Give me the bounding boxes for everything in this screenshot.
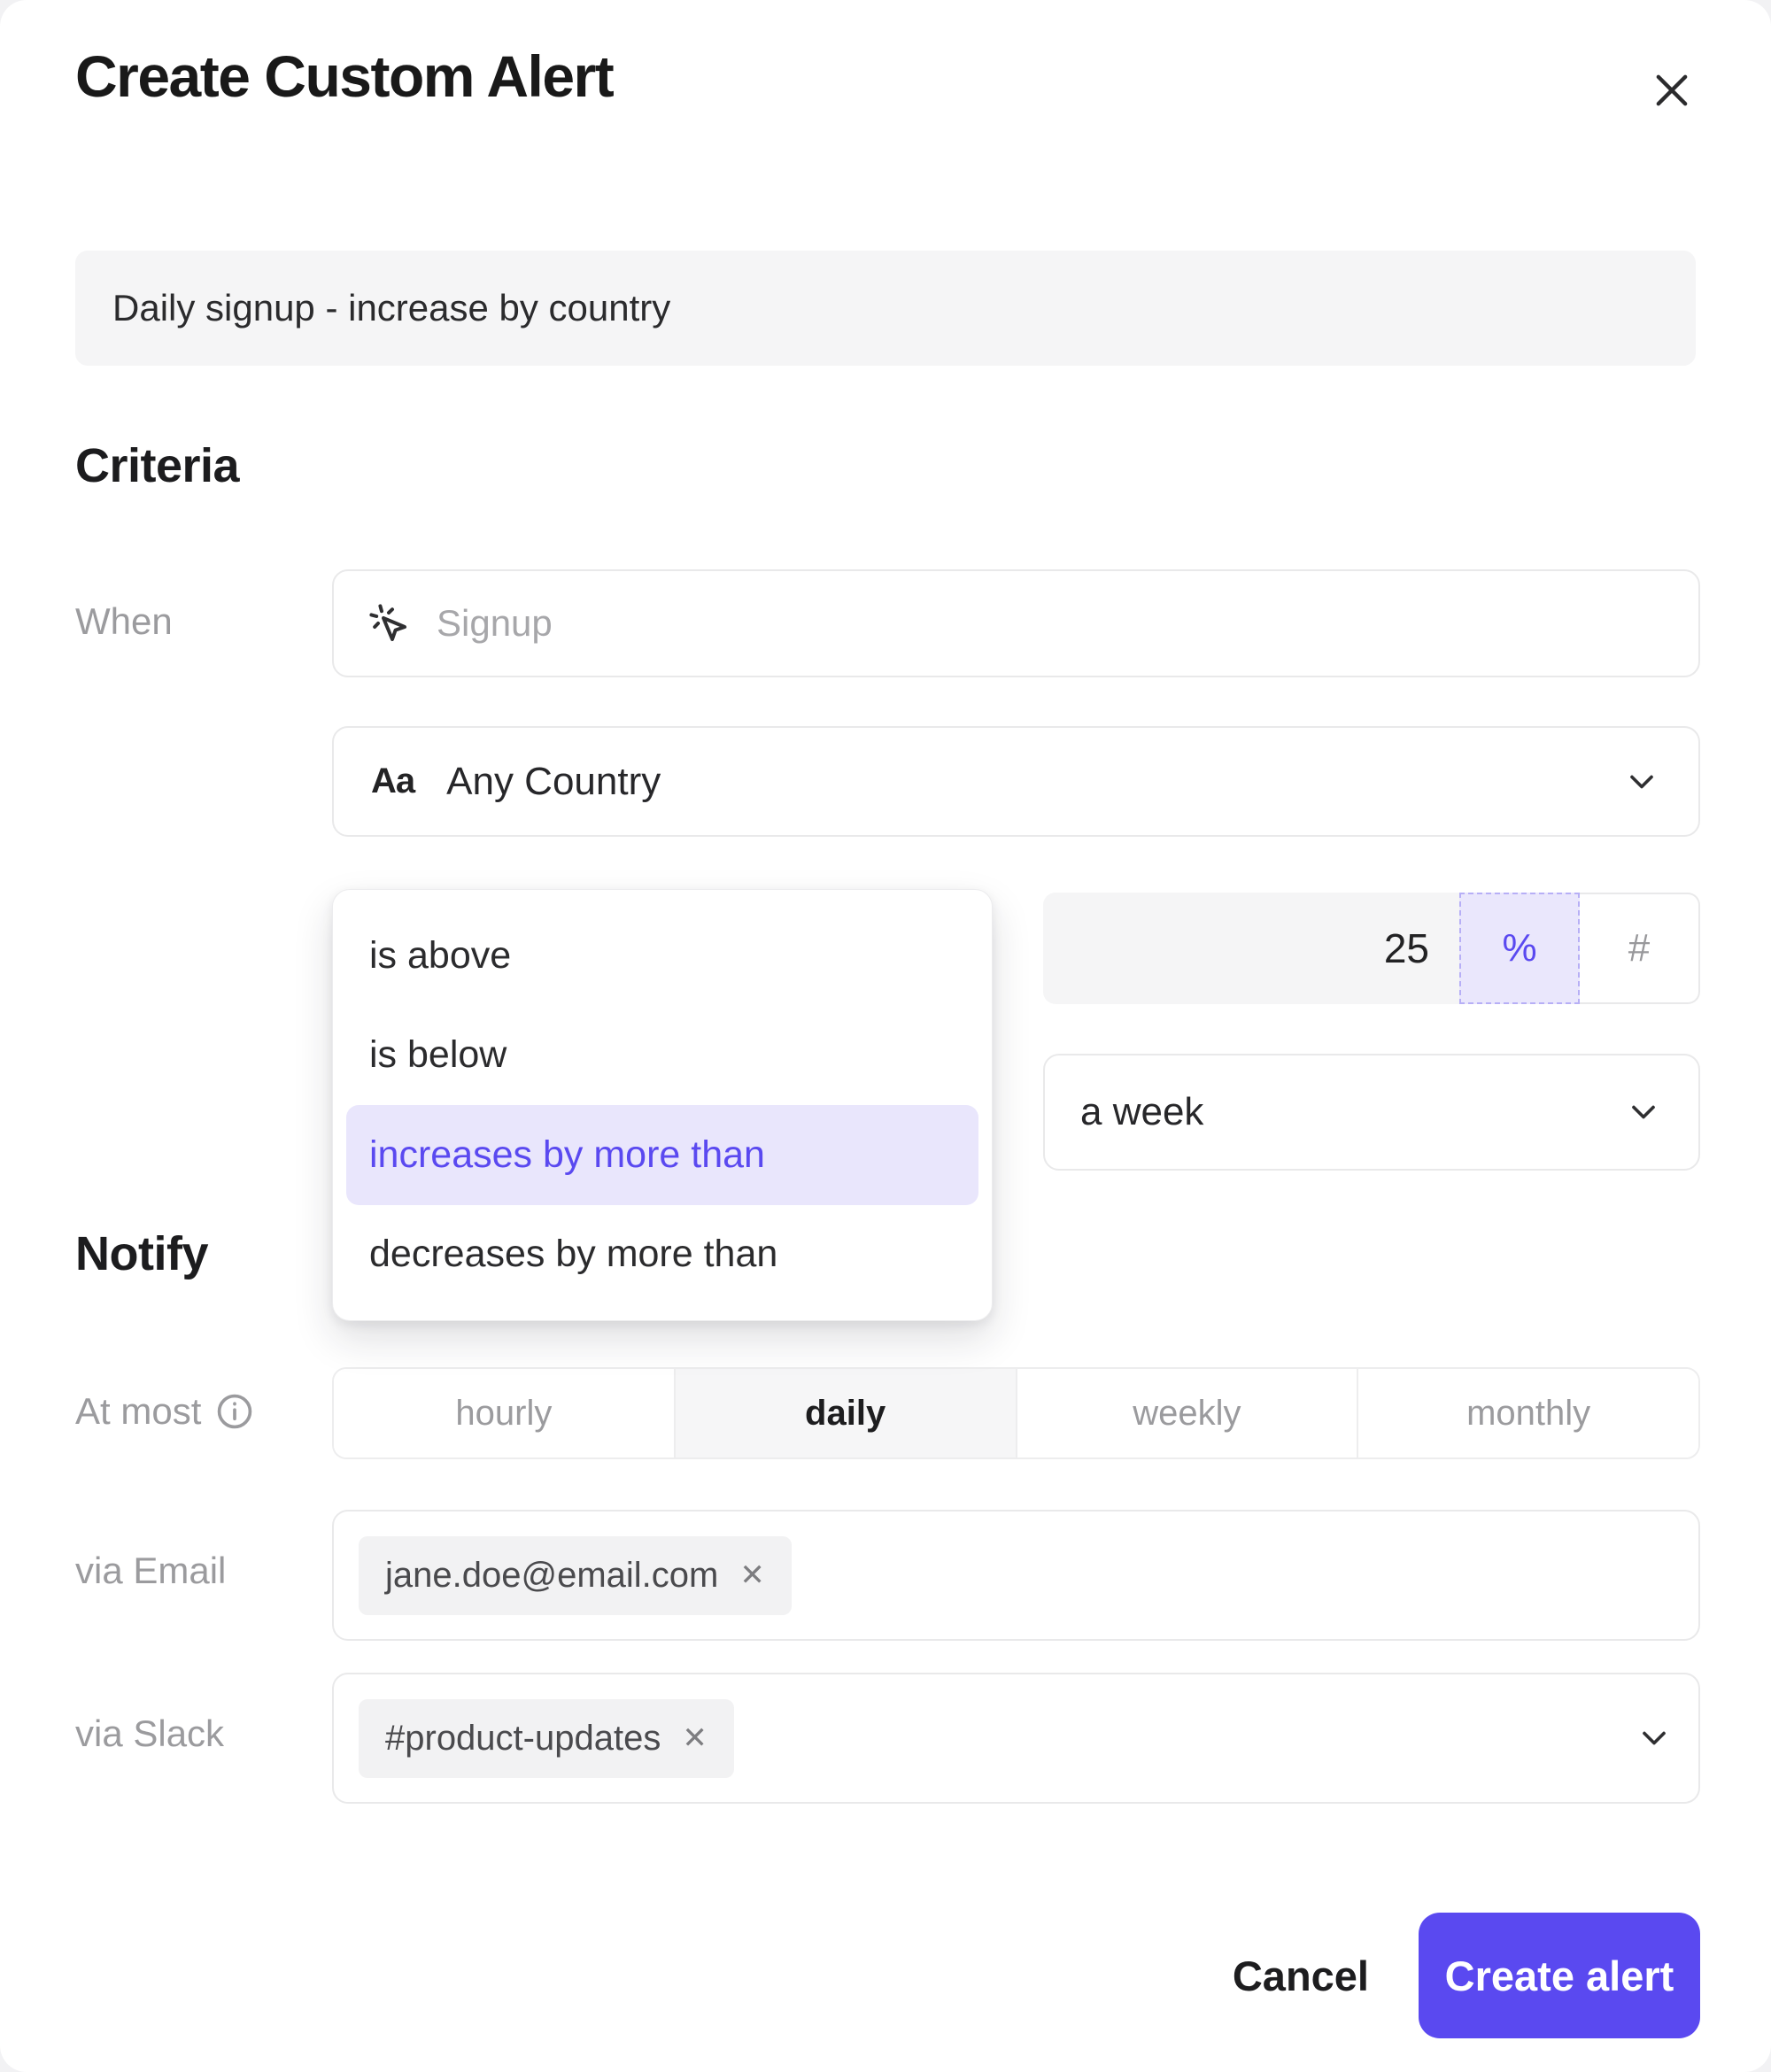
text-property-icon: Aa	[371, 762, 415, 800]
frequency-option-daily[interactable]: daily	[674, 1369, 1016, 1457]
info-icon[interactable]	[215, 1392, 254, 1431]
chevron-down-icon	[1622, 762, 1661, 801]
condition-option-increases-by-more-than[interactable]: increases by more than	[346, 1105, 978, 1205]
breakdown-select[interactable]	[332, 726, 1700, 837]
period-select[interactable]	[1043, 1054, 1700, 1171]
slack-chip	[359, 1699, 734, 1778]
at-most-label	[75, 1390, 254, 1433]
page-title: Create Custom Alert	[75, 43, 614, 109]
footer-actions	[1233, 1913, 1700, 2038]
unit-number-toggle[interactable]: #	[1580, 893, 1700, 1004]
slack-chip-text: #product-updates	[385, 1718, 661, 1758]
cancel-button[interactable]: Cancel	[1232, 1952, 1369, 1999]
condition-option-decreases-by-more-than[interactable]: decreases by more than	[369, 1233, 778, 1276]
email-chip	[359, 1536, 792, 1615]
threshold-control	[1043, 893, 1700, 1004]
at-most-label-text: At most	[75, 1390, 202, 1432]
notify-heading: Notify	[75, 1227, 208, 1280]
frequency-segmented-control	[332, 1367, 1700, 1459]
email-recipients-field[interactable]	[332, 1510, 1700, 1641]
period-value: a week	[1080, 1090, 1204, 1133]
threshold-value-input[interactable]	[1043, 893, 1459, 1004]
alert-name-input[interactable]	[75, 251, 1696, 366]
event-field[interactable]	[332, 569, 1700, 677]
create-alert-button[interactable]: Create alert	[1419, 1913, 1700, 2038]
frequency-option-monthly[interactable]: monthly	[1357, 1369, 1698, 1457]
mouse-pointer-click-icon	[367, 602, 410, 645]
chevron-down-icon	[1624, 1093, 1663, 1132]
unit-percent-toggle[interactable]: %	[1459, 893, 1580, 1004]
condition-option-is-below[interactable]: is below	[369, 1033, 507, 1077]
breakdown-value: Any Country	[446, 759, 661, 803]
condition-option-is-above[interactable]: is above	[369, 933, 512, 977]
chevron-down-icon	[1635, 1719, 1674, 1758]
via-email-label: via Email	[75, 1550, 227, 1591]
email-chip-text: jane.doe@email.com	[385, 1555, 719, 1595]
close-button[interactable]	[1645, 64, 1698, 117]
remove-email-icon[interactable]: ✕	[739, 1558, 765, 1592]
when-label: When	[75, 600, 173, 642]
frequency-option-hourly[interactable]: hourly	[334, 1369, 674, 1457]
condition-dropdown-menu	[332, 889, 993, 1321]
close-icon	[1649, 67, 1695, 113]
via-slack-label: via Slack	[75, 1712, 225, 1754]
criteria-heading: Criteria	[75, 439, 240, 492]
slack-channels-field[interactable]	[332, 1673, 1700, 1804]
frequency-option-weekly[interactable]: weekly	[1016, 1369, 1357, 1457]
remove-slack-icon[interactable]: ✕	[682, 1721, 708, 1755]
event-input[interactable]	[437, 602, 1665, 645]
